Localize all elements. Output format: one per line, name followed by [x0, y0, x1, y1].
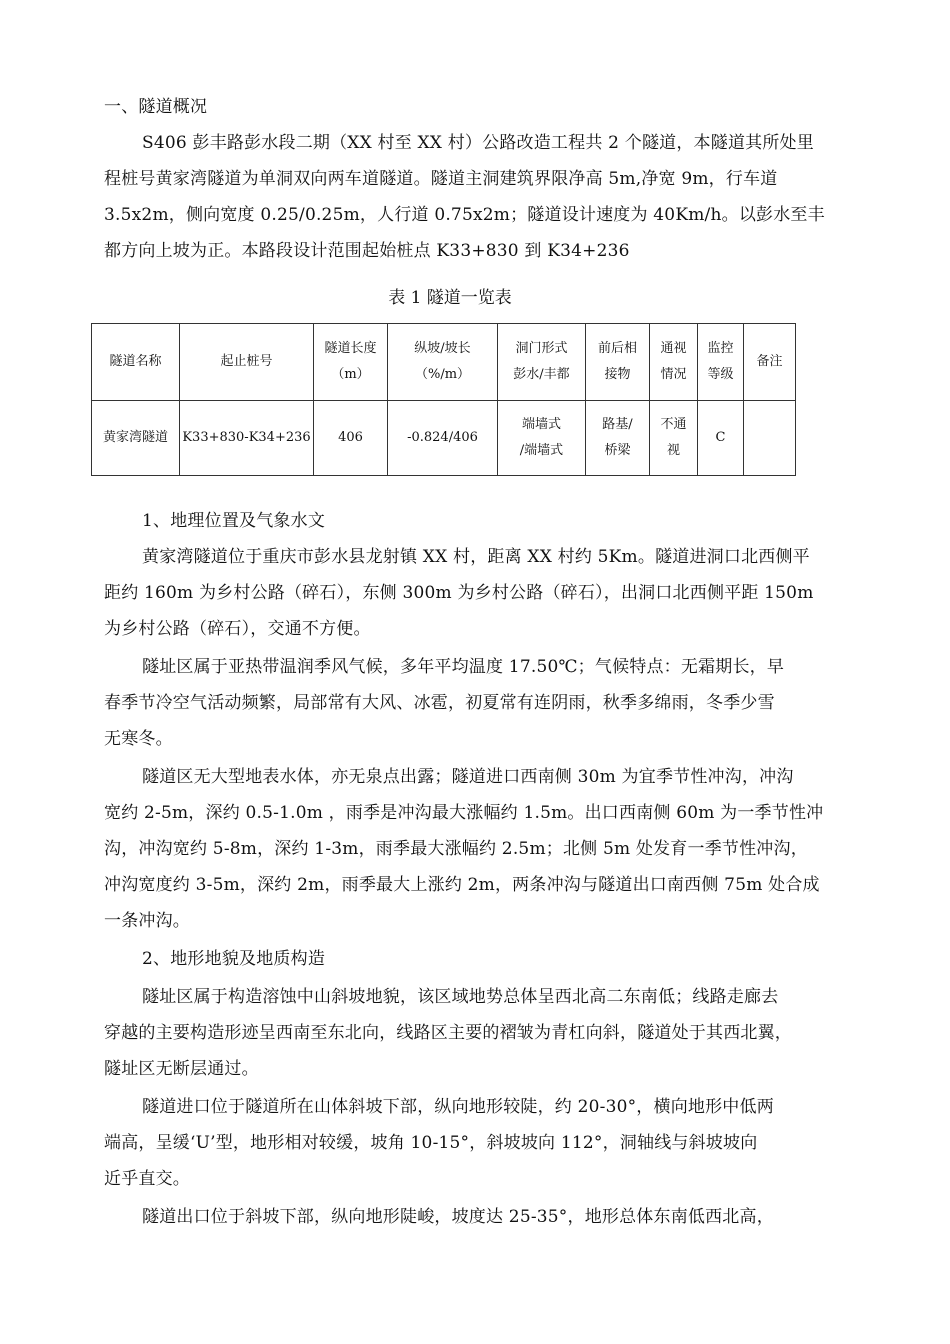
paragraph-line: 近乎直交。 [104, 1169, 190, 1189]
paragraph-line: 无寒冬。 [104, 729, 173, 749]
paragraph-line: 为乡村公路（碎石），交通不方便。 [104, 619, 371, 639]
tunnel-table [91, 323, 796, 476]
table-cell: 不通 视 [650, 401, 698, 476]
header-cell: 起止桩号 [180, 324, 314, 401]
paragraph-line: 端高，呈缓‘U’型，地形相对较缓，坡角 10-15°，斜坡坡向 112°，洞轴线与斜坡坡向 [104, 1133, 758, 1153]
paragraph-line: 沟，冲沟宽约 5-8m，深约 1-3m，雨季最大涨幅约 2.5m；北侧 5m 处发育一季节性冲沟， [104, 839, 808, 859]
intro-line: 程桩号黄家湾隧道为单洞双向两车道隧道。隧道主洞建筑界限净高 5m,净宽 9m，行车道 [104, 169, 778, 189]
header-cell: 监控 等级 [698, 324, 744, 401]
paragraph-line: 黄家湾隧道位于重庆市彭水县龙射镇 XX 村，距离 XX 村约 5Km。隧道进洞口北西侧平 [142, 547, 810, 567]
header-cell: 隧道名称 [92, 324, 180, 401]
table-cell: 黄家湾隧道 [92, 401, 180, 476]
table-header-row [92, 324, 796, 401]
paragraph-line: 宽约 2-5m，深约 0.5-1.0m ，雨季是冲沟最大涨幅约 1.5m。出口西南侧 60m 为一季节性冲 [104, 803, 824, 823]
paragraph-line: 冲沟宽度约 3-5m，深约 2m，雨季最大上涨约 2m，两条冲沟与隧道出口南西侧 75m 处合成 [104, 875, 820, 895]
table-cell: 406 [314, 401, 388, 476]
paragraph-line: 隧道出口位于斜坡下部，纵向地形陡峻，坡度达 25-35°，地形总体东南低西北高， [142, 1207, 774, 1227]
paragraph-line: 隧道区无大型地表水体，亦无泉点出露；隧道进口西南侧 30m 为宜季节性冲沟，冲沟 [142, 767, 794, 787]
intro-line: S406 彭丰路彭水段二期（XX 村至 XX 村）公路改造工程共 2 个隧道，本隧道其所处里 [142, 133, 814, 153]
paragraph-line: 隧址区无断层通过。 [104, 1059, 259, 1079]
paragraph-line: 一条冲沟。 [104, 911, 190, 931]
paragraph-line: 隧址区属于构造溶蚀中山斜坡地貌，该区域地势总体呈西北高二东南低；线路走廊去 [142, 987, 779, 1007]
header-cell: 前后相 接物 [586, 324, 650, 401]
section-heading: 一、隧道概况 [104, 97, 208, 117]
header-cell: 纵坡/坡长 （%/m） [388, 324, 498, 401]
section-title: 1、地理位置及气象水文 [142, 511, 326, 531]
table-caption: 表 1 隧道一览表 [388, 288, 512, 308]
table-cell: 路基/ 桥梁 [586, 401, 650, 476]
paragraph-line: 春季节冷空气活动频繁，局部常有大风、冰雹，初夏常有连阴雨，秋季多绵雨，冬季少雪 [104, 693, 775, 713]
table-cell: 端墙式 /端墙式 [498, 401, 586, 476]
header-cell: 隧道长度 （m） [314, 324, 388, 401]
table-cell: -0.824/406 [388, 401, 498, 476]
paragraph-line: 距约 160m 为乡村公路（碎石），东侧 300m 为乡村公路（碎石），出洞口北西侧平距 150m [104, 583, 814, 603]
table-cell: C [698, 401, 744, 476]
table-row [92, 401, 796, 476]
paragraph-line: 隧道进口位于隧道所在山体斜坡下部，纵向地形较陡，约 20-30°，横向地形中低两 [142, 1097, 774, 1117]
header-cell: 通视 情况 [650, 324, 698, 401]
header-cell: 洞门形式 彭水/丰都 [498, 324, 586, 401]
section-title: 2、地形地貌及地质构造 [142, 949, 326, 969]
paragraph-line: 穿越的主要构造形迹呈西南至东北向，线路区主要的褶皱为青杠向斜，隧道处于其西北翼， [104, 1023, 792, 1043]
intro-line: 3.5x2m，侧向宽度 0.25/0.25m，人行道 0.75x2m；隧道设计速度为 40Km/h。以彭水至丰 [104, 205, 825, 225]
intro-line: 都方向上坡为正。本路段设计范围起始桩点 K33+830 到 K34+236 [104, 241, 630, 261]
paragraph-line: 隧址区属于亚热带温润季风气候，多年平均温度 17.50℃；气候特点：无霜期长，早 [142, 657, 785, 677]
header-cell: 备注 [744, 324, 796, 401]
table-cell: K33+830-K34+236 [180, 401, 314, 476]
table-cell [744, 401, 796, 476]
